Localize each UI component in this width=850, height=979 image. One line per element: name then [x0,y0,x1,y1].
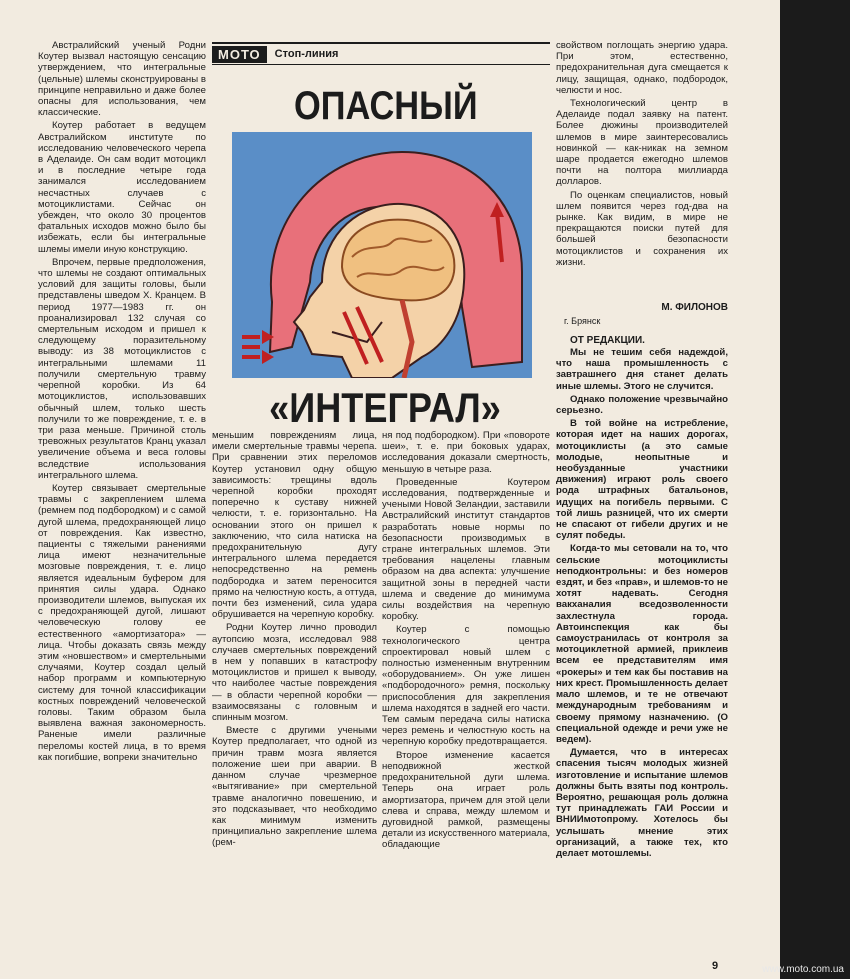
headline-line-1: ОПАСНЫЙ [294,84,478,128]
paragraph: Однако положение чрезвычайно серьезно. [556,393,728,417]
paragraph: меньшим повреждениям лица, имели смертельные травмы черепа. При сравнении этих переломов Коутер установил одну общую зависимость: трещины вдоль черепной коробки проходят поперечно к суставу нижней челюсти, т. е. горизонтально. На основании этого он пришел к заключению, что сила натиска на предохранительную дугу интегрального шлема передается непосредственно на ремень подбородка и затем переносится прямо на челюстную кость, а оттуда, почти без изменений, сила удара обрушивается на черепную коробку. [212,430,377,621]
website-watermark: www.moto.com.ua [762,964,844,975]
paragraph: Второе изменение касается неподвижной жесткой предохранительной дуги шлема. Теперь она играет роль амортизатора, причем для этой цели слева и справа, между шлемом и дуговидной рамкой, размещены детали из искусственного материала, обладающие [382,749,550,851]
paragraph: Вместе с другими учеными Коутер предполагает, что одной из причин травм мозга является положение шеи при аварии. В данном случае чрезмерное «вытягивание» при смертельной травме аналогично повешению, и это подсказывает, что необходимо как минимум изменить принципиально закрепление шлема (рем- [212,725,377,849]
paragraph: Мы не тешим себя надеждой, что наша промышленность с завтрашнего дня станет делать иные шлемы. Этого не случится. [556,347,728,392]
paragraph: Думается, что в интересах спасения тысяч молодых жизней изготовление и испытание шлемов должны быть взяты под контроль. Вероятно, решающая роль должна тут принадлежать ГАИ России и ВНИИмотопрому. Хотелось бы услышать мнение этих организаций, а также тех, кто делает мотошлемы. [556,747,728,859]
helmet-head-illustration-icon [232,132,532,378]
article-column-3 [382,430,550,970]
paragraph: Коутер с помощью технологического центра спроектировал новый шлем с полностью измененным внутренним «оборудованием». Он уже лишен «подбородочного» ремня, поскольку приспособления для закрепления шлема находятся в задней его части. Тем самым передача силы натиска через ремень и челюстную кость на черепную коробку предотвращается. [382,624,550,748]
paragraph: Проведенные Коутером исследования, подтвержденные и учеными Новой Зеландии, заставили Австралийский институт стандартов разработать новые нормы по безопасности производимых в стране интегральных шлемов. Эти требования нацелены главным образом на два аспекта: улучшение защитной зоны в передней части шлема и сведение до минимума силы воздействия на черепную коробку. [382,476,550,623]
rubric-logo: МОТО [212,46,267,63]
editorial-heading: ОТ РЕДАКЦИИ. [570,335,645,346]
editorial-column [556,347,728,967]
paragraph: Австралийский ученый Родни Коутер вызвал настоящую сенсацию утверждением, что интегральные (цельные) шлемы сконструированы в принципе неправильно и даже более опасны для использования, чем классические. [38,40,206,119]
paragraph: Коутер работает в ведущем Австралийском институте по исследованию человеческого черепа в Аделаиде. Он сам водит мотоцикл и в последние четыре года занимался исследованием несчастных случаев с мотоциклистами. Сейчас он убежден, что около 30 процентов фатальных исходов можно было бы избежать, если бы интегральные шлемы имели иную конструкцию. [38,120,206,255]
paragraph: ня под подбородком). При «повороте шеи», т. е. при боковых ударах, исследования доказали смертность, меньшую в четыре раза. [382,430,550,475]
author-byline: М. ФИЛОНОВ [661,302,728,313]
author-city: г. Брянск [564,316,601,326]
paragraph: Технологический центр в Аделаиде подал заявку на патент. Более дюжины производителей шлемов в мире заинтересовались новинкой — как-никак на земном шаре продается ежегодно шлемов почти на полтора миллиарда долларов. [556,98,728,188]
paragraph: Коутер связывает смертельные травмы с закреплением шлема (ремнем под подбородком) и с самой дугой шлема, предохраняющей лицо от повреждения. Как известно, пациенты с тяжелыми ранениями лица имеют незначительные мозговые повреждения, т. е. лицо является идеальным буфером для принятия силы удара. Однако производители шлемов, выпуская их с предохраняющей дугой, лишают человеческую голову ее естественного «амортизатора» — лица. Чтобы доказать связь между этим «новшеством» и смертельными случаями, Коутер создал целый набор программ и компьютерную систему для точной классификации костных повреждений человеческой головы. Таким образом была выявлена важная закономерность. Раненые имели различные переломы костей лица, в то время как погибшие, вопреки значительно [38,482,206,763]
paragraph: Впрочем, первые предположения, что шлемы не создают оптимальных условий для защиты головы, были представлены шведом Х. Кранцем. В период 1977—1983 гг. он проанализировал 132 случая со смертельным исходом и пришел к следующему поразительному выводу: из 38 мотоциклистов с интегральными шлемами 11 получили смертельную травму черепной коробки. Из 64 мотоциклистов, использовавших обычный шлем, только шесть получили то же повреждение, т. е. в три раза меньше. Причиной столь тревожных результатов Кранц указал увеличение объема и веса головы вследствие использования интегрального шлема. [38,256,206,481]
article-column-1 [38,40,206,970]
rubric-section-title: Стоп-линия [274,48,339,60]
paragraph: свойством поглощать энергию удара. При этом, естественно, предохранительная дуга смещается к лицу, защищая, однако, подбородок, челюсти и нос. [556,40,728,96]
paragraph: В той войне на истреблениe, которая идет на наших дорогах, мотоциклисты (а это самые молодые, неопытные и необузданные участники движения) играют роль своего рода штрафных батальонов, идущих на погибель первыми. С той лишь разницей, что их смерти не спасают от гибели других и не сулят победы. [556,418,728,542]
page-number: 9 [712,960,719,972]
paragraph: Родни Коутер лично проводил аутопсию мозга, исследовал 988 случаев смертельных повреждений в нем у попавших в катастрофу мотоциклистов и пришел к выводу, что наиболее частые повреждения — в области черепной коробки — взаимосвязаны с головным и спинным мозгом. [212,622,377,724]
article-column-4 [556,40,728,300]
headline-line-2: «ИНТЕГРАЛ» [269,384,501,431]
article-column-2 [212,430,377,970]
paragraph: По оценкам специалистов, новый шлем появится через год-два на рынке. Как видим, в мире не прекращаются поиски путей для большей безопасности мотоциклистов и сохранения их жизни. [556,189,728,268]
paragraph: Когда-то мы сетовали на то, что сельские мотоциклисты неподконтрольны: и без номеров ездят, и без «прав», и шлемов-то не хотят надевать. Сегодня вакханалия вседозволенности захлестнула города. Автоинспекция как бы самоустранилась от контроля за мотоциклетной армией, приклеив всем ее представителям имя «рокеры» и тем как бы поставив на них крест. Промышленность делает мало шлемов, и те не отвечают международным требованиям и своему прямому назначению. (О специальной одежде и речи уже не ведем). [556,543,728,745]
rubric-bar [212,42,550,65]
